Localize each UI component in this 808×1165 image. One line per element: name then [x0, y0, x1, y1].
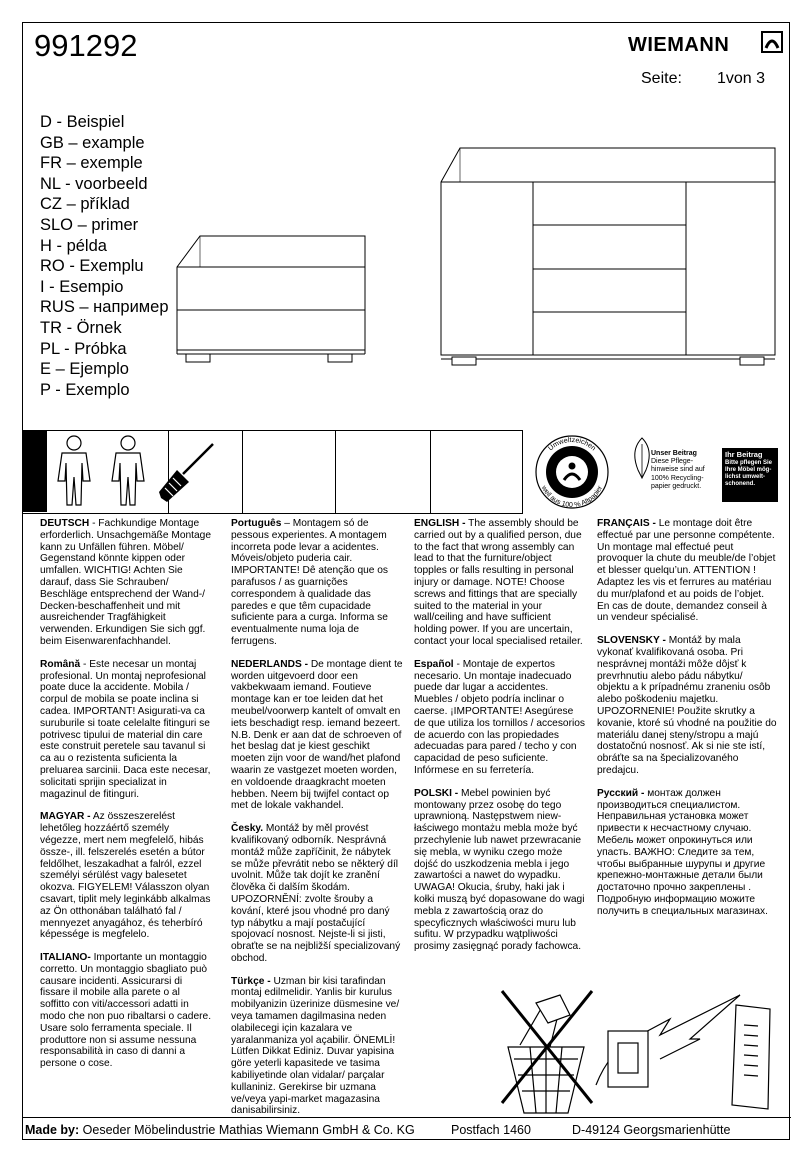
screwdriver-icon: [155, 440, 221, 506]
sideboard-drawing: [438, 145, 778, 367]
notice-magyar: MAGYAR - Az összeszerelést lehetőleg hozzáértő személy végezze, mert nem megfelelő, hibás össze-, ill. felszerelés esetén a bútor feldőlhet, leszakadhat a falról, ezzel személyi sérülést vagy balesetet okozva. FIGYELEM! Válasszon olyan csavart, tiplit mely leginkább alkalmas az Ön otthonában található fal / mennyezet anyagához, és teherbíró képessége is megfelelo.: [40, 811, 211, 941]
notice-cesky: Česky. Montáž by měl provést kvalifikovaný odborník. Nesprávná montáž může zapříčinit, že nábytek se může převrátit nebo se některý díl uvolnit. Může tak dojít ke zranění člověka či dalším škodám. UPOZORNĚNÍ: zvolte šrouby a kování, které jsou vhodné pro daný typ nábytku a mají postačující spojovací nosnost. Nejste-li si jisti, obraťte se na nejbližší specializovaný obchod.: [231, 823, 401, 964]
beitrag-en-text: Bitte pflegen Sie Ihre Möbel mög-lichst umwelt-schonend.: [725, 460, 773, 487]
lang-item: RO - Exemplu: [40, 257, 144, 276]
column-1: [40, 518, 212, 1081]
footer-maker: [25, 1123, 415, 1137]
language-list: [40, 112, 169, 400]
footer: [23, 1117, 791, 1137]
environment-label-icon: [525, 432, 619, 512]
black-side-bar: [23, 430, 47, 512]
lang-item: FR – exemple: [40, 154, 143, 173]
footer-postfach: Postfach 1460: [451, 1123, 531, 1137]
notice-portugues: Português – Montagem só de pessous experientes. A montagem incorreta pode levar a acidentes. Móveis/objeto puderia cair. IMPORTANTE! Dê atenção que os parafusos / as guarnições correspondem à qualidade das paredes e que têm cupacidade suficiente para a curga. Informa se eventualmente numa loja de ferrugens.: [231, 518, 389, 647]
made-by-label: Made by:: [25, 1123, 80, 1137]
notice-slovensky: SLOVENSKY - Montáž by mala vykonať kvalifikovaná osoba. Pri nesprávnej montáži môže dôjsť k prevrhnutiu alebo pádu nábytku/ objektu a k prípadnému zraneniu osôb alebo poškodeniu majetku. UPOZORNENIE! Použite skrutky a kovanie, ktoré sú vhodné na použitie do materiálu danej steny/stropu a majú dostatočnú nosnosť. Ak si nie ste istí, obráťte sa na špecializovaného predajcu.: [597, 635, 777, 776]
icon-cell-divider: [335, 431, 336, 513]
lang-item: NL - voorbeeld: [40, 174, 148, 193]
notice-deutsch: DEUTSCH - Fachkundige Montage erforderlich. Unsachgemäße Montage kann zu Unfällen führen. Möbel/ Gegenstand könnte kippen oder umfallen. WICHTIG! Achten Sie darauf, dass Sie Schrauben/ Beschläge entsprechend der Wand-/ Decken-beschaffenheit und mit ausreichender Tragfähigkeit verwenden. Erkundigen Sie sich ggf. beim Eisenwarenfachhandel.: [40, 518, 212, 647]
small-drawer-cabinet-drawing: [170, 230, 370, 370]
page-label: Seite:: [641, 70, 682, 87]
icon-cell-divider: [522, 431, 523, 513]
brand-logo-text: WIEMANN: [628, 34, 730, 56]
doc-number: 991292: [34, 28, 138, 63]
notice-francais: FRANÇAIS - Le montage doit être effectué par une personne compétente. Un montage mal effectué peut provoquer la chute du meuble/de l’objet et blesser quelqu’un. ATTENTION ! Adaptez les vis et ferrures au matériau du mur/plafond et au poids de l’objet. En cas de doute, demandez conseil à un vendeur spécialisé.: [597, 518, 776, 624]
beitrag-de-title: Unser Beitrag: [651, 450, 697, 457]
lang-item: TR - Örnek: [40, 318, 122, 337]
wiemann-logo-icon: [761, 31, 783, 53]
notice-nederlands: NEDERLANDS - De montage dient te worden uitgevoerd door een vakbekwaam iemand. Foutieve montage kan er toe leiden dat het meubel/voorwerp kantelt of omvalt en iets beschadigt resp. iemand bezeert. N.B. Denk er aan dat de schroeven of het beslag dat je kiest geschikt moeten zijn voor de wand/het plafond waarin ze vastgezet moeten worden, en voldoende draagkracht moeten hebben. Neem bij twijfel contact op met de lokale vakhandel.: [231, 658, 403, 812]
icon-cell-divider: [430, 431, 431, 513]
notice-turkce: Türkçe - Uzman bir kisi tarafindan montaj edilmelidir. Yanlis bir kurulus mobilyanizin üzerinize düsmesine ve/ veya tamamen dagilmasina neden olabilecegi için kazalara ve yaralanmaniza yol açabilir. ÖNEMLİ! Lütfen Dikkat Ediniz. Duvar yapisina göre yeterli kapasitede ve tasima kabiliyetinde olan vidalar/ parçalar kullaniniz. Gerekirse bir uzmana ve/veya yapi-market magazasina danisabilirsiniz.: [231, 975, 400, 1117]
notice-italiano: ITALIANO- Importante un montaggio corretto. Un montaggio sbagliato può causare incidenti. Assicurarsi di fissare il mobile alla parete o al soffitto con viti/accessori adatti in modo che non puo ribaltarsi o cadere. Usare solo ferramenta speciale. Il produttore non si assume nessuna responsabilità in caso di danni a persone o cose.: [40, 952, 212, 1070]
column-4: [597, 518, 777, 929]
notice-romana: Română - Este necesar un montaj profesional. Un montaj neprofesional poate duce la accidente. Mobila / corpul de mobila se poate inclina si cadea. IMPORTANT! Asigurati-va ca suruburile si toate celelalte fitinguri se potrivesc tipului de material din care este construit peretele sau tavanul si ca au o rezistenta suficienta la preluarea sarcinii. Daca este necesar, solicitati sprijin specializat in magazinul de fitinguri.: [40, 658, 211, 800]
company-name: Oeseder Möbelindustrie Mathias Wiemann GmbH & Co. KG: [79, 1123, 415, 1137]
lang-item: I - Esempio: [40, 277, 124, 296]
lang-item: RUS – например: [40, 298, 169, 317]
beitrag-en-title: Ihr Beitrag: [725, 450, 763, 459]
beitrag-de-badge: [651, 450, 717, 491]
lang-item: SLO – primer: [40, 215, 139, 234]
notice-russkiy: Русский - монтаж должен производиться специалистом. Неправильная установка может привести к несчастному случаю. Мебель может опрокинуться или упасть. ВАЖНО: Следите за тем, чтобы выбранные шурупы и другие крепежно-монтажные детали были достаточно прочно закреплены . Подробную информацию можите получить в специальных магазинах.: [597, 787, 768, 917]
lang-item: H - példa: [40, 236, 107, 255]
icon-cell-divider: [242, 431, 243, 513]
footer-city: D-49124 Georgsmarienhütte: [572, 1123, 731, 1137]
beitrag-en-badge: [722, 448, 778, 502]
column-3: [414, 518, 586, 964]
notice-espanol: Español - Montaje de expertos necesario. Un montaje inadecuado puede dar lugar a accidentes. Muebles / objeto podría inclinar o caerse. ¡IMPORTANTE! Asegúrese de que utiliza los tornillos / accesorios de acuerdo con las propiedades adecuadas para pared / techo y con capacidad de peso suficiente. Infórmese en su ferretería.: [414, 658, 586, 776]
lang-item: GB – example: [40, 133, 145, 152]
column-2: [231, 518, 403, 1128]
lang-item: D - Beispiel: [40, 113, 125, 131]
eco-label-bottom: weil aus 100 % Altpapier: [539, 484, 605, 510]
notice-polski: POLSKI - Mebel powinien być montowany przez osobę do tego uprawnioną. Następstwem niew-łaściwego montażu mebla może być przechylenie lub nawet przewracanie się mebla, w wyniku czego może dojść do uszkodzenia mebla i jego zawartości a nawet do wypadku. UWAGA! Okucia, śruby, haki jak i kołki muszą być dopasowane do wagi mebla z zawartością oraz do specyficznych właściwości muru lub sufitu. W przypadku wątpliwości prosimy zasięgnąć porady fachowca.: [414, 787, 585, 953]
lang-item: E – Ejemplo: [40, 360, 129, 379]
two-persons-icon: [52, 433, 164, 509]
lang-item: PL - Próbka: [40, 339, 127, 358]
paper-recycling-illustration: [500, 985, 784, 1115]
notice-english: ENGLISH - The assembly should be carried out by a qualified person, due to the fact that wrong assembly can lead to that the furniture/object topples or falls resulting in personal injury or damage. NOTE! Choose screws and fittings that are specially suited to the material in your wall/ceiling and have sufficient holding power. If you are uncertain, contact your local specialised retailer.: [414, 518, 583, 647]
eco-label-top: Umweltzeichen: [547, 436, 597, 453]
beitrag-de-text: Diese Pflege-hinweise sind auf 100% Recycling-papier gedruckt.: [651, 458, 705, 490]
page-value: 1von 3: [717, 70, 766, 87]
lang-item: P - Exemplo: [40, 380, 130, 399]
lang-item: CZ – příklad: [40, 195, 130, 214]
